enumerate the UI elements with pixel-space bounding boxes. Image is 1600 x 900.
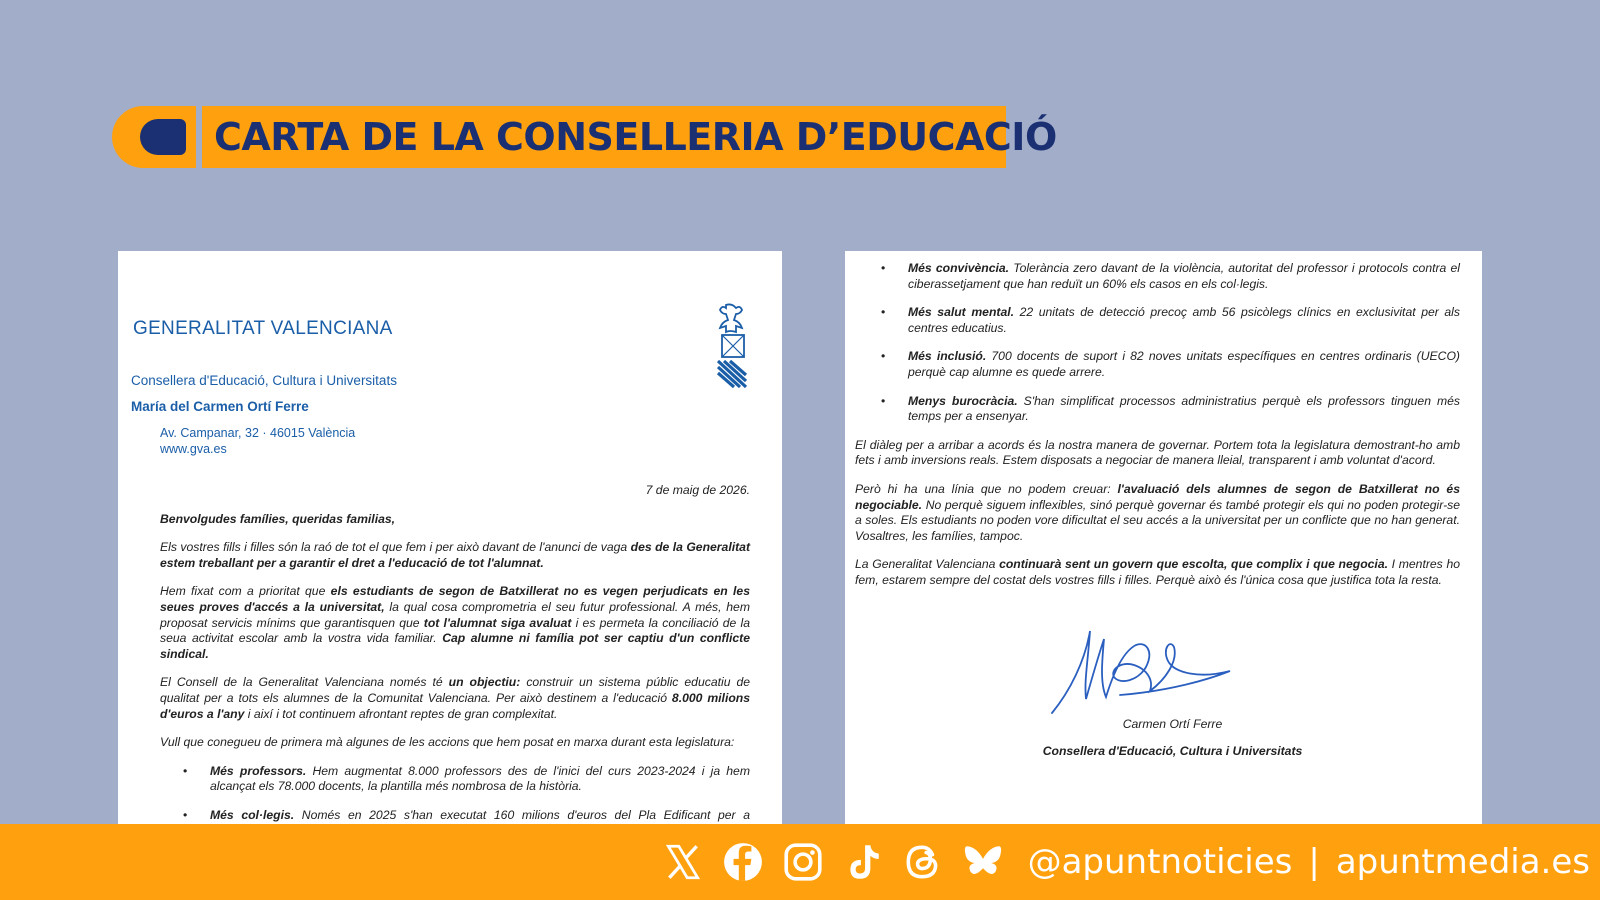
sender-name: María del Carmen Ortí Ferre xyxy=(131,399,309,414)
paragraph-6: Però hi ha una línia que no podem creuar: l'avaluació dels alumnes de segon de Batxillerat no és negociable. No perquè siguem inflexibles, sinó perquè governar és també protegir els qui no poden protegir-se a soles. Els estudiants no poden vore dificultat el seu accés a la universitat per un conflicte que no han generat. Vosaltres, les famílies, tampoc. xyxy=(855,481,1460,543)
instagram-icon[interactable] xyxy=(782,841,824,883)
facebook-icon[interactable] xyxy=(722,841,764,883)
website-line: www.gva.es xyxy=(160,442,227,456)
list-item: • Més convivència. Tolerància zero davant de la violència, autoritat del professor i protocols contra el ciberassetjament que han reduït un 60% els casos en els col·legis. xyxy=(908,261,1460,292)
paragraph-5: El diàleg per a arribar a acords és la nostra manera de governar. Portem tota la legislatura demostrant-ho amb fets i amb inversions reals. Estem disposats a negociar de manera lleial, transparent i amb voluntat d'acord. xyxy=(855,437,1460,468)
department-name: Consellera d'Educació, Cultura i Universitats xyxy=(131,373,397,388)
banner-mark xyxy=(140,119,186,155)
page-title: CARTA DE LA CONSELLERIA D’EDUCACIÓ xyxy=(214,115,1057,159)
letter-body-right xyxy=(855,261,1460,602)
address-line: Av. Campanar, 32 · 46015 València xyxy=(160,426,356,440)
signature-icon xyxy=(1050,621,1250,721)
paragraph-1: Els vostres fills i filles són la raó de tot el que fem i per això davant de l'anunci de vaga des de la Generalitat estem treballant per a garantir el dret a l'educació de tot l'alumnat. xyxy=(160,540,750,570)
tiktok-icon[interactable] xyxy=(842,841,884,883)
actions-list xyxy=(855,261,1460,425)
signer-role: Consellera d'Educació, Cultura i Universitats xyxy=(1042,744,1303,758)
letter-page-2 xyxy=(845,251,1482,824)
paragraph-4: Vull que conegueu de primera mà algunes de les accions que hem posat en marxa durant esta legislatura: xyxy=(160,735,735,750)
letter-body-left xyxy=(160,483,750,852)
list-item: • Més inclusió. 700 docents de suport i 82 noves unitats específiques en centres ordinaris (UECO) perquè cap alumne es quede arrere. xyxy=(908,349,1460,380)
greeting: Benvolgudes famílies, queridas familias, xyxy=(160,511,396,526)
paragraph-2: Hem fixat com a prioritat que els estudiants de segon de Batxillerat no es vegen perjudicats en les seues proves d'accés a la universitat, la qual cosa comprometria el seu futur professional. A més, hem proposat servicis mínims que garantisquen que tot l'alumnat siga avaluat i es permeta la conciliació de la seua activitat escolar amb la vostra vida familiar. Cap alumne ni família pot ser captiu d'un conflicte sindical. xyxy=(160,584,750,661)
banner-cap xyxy=(112,106,196,168)
letter-date: 7 de maig de 2026. xyxy=(645,483,750,497)
org-name: GENERALITAT VALENCIANA xyxy=(133,318,393,339)
footer-bar xyxy=(0,824,1600,900)
website-link[interactable]: apuntmedia.es xyxy=(1335,842,1590,882)
social-handle[interactable]: @apuntnoticies xyxy=(1027,842,1293,882)
footer-separator: | xyxy=(1308,842,1320,882)
signer-name: Carmen Ortí Ferre xyxy=(1122,717,1223,731)
list-item: • Més salut mental. 22 unitats de detecció precoç amb 56 psicòlegs clínics en exclusivitat per als centres educatius. xyxy=(908,305,1460,336)
bluesky-icon[interactable] xyxy=(962,841,1004,883)
list-item: • Més col·legis. Només en 2025 s'han executat 160 milions d'euros del Pla Edificant per a xyxy=(210,808,750,839)
paragraph-3: El Consell de la Generalitat Valenciana només té un objectiu: construir un sistema públic educatiu de qualitat per a tots els alumnes de la Comunitat Valenciana. Per això destinem a l'educació 8.000 milions d'euros a l'any i així i tot continuem afrontant reptes de gran complexitat. xyxy=(160,675,751,721)
threads-icon[interactable] xyxy=(902,841,944,883)
gva-crest-icon xyxy=(712,303,752,393)
list-item: • Més professors. Hem augmentat 8.000 professors des de l'inici del curs 2023-2024 i ja hem alcançat els 78.000 docents, la plantilla més nombrosa de la història. xyxy=(210,764,750,795)
social-icons xyxy=(662,841,1004,883)
paragraph-7: La Generalitat Valenciana continuarà sent un govern que escolta, que complix i que negocia. I mentres ho fem, estarem sempre del costat dels vostres fills i filles. Perquè això és l'única cosa que justifica tota la resta. xyxy=(855,557,1460,587)
list-item: • Menys burocràcia. S'han simplificat processos administratius perquè els professors tinguen més temps per a ensenyar. xyxy=(908,394,1460,425)
x-icon[interactable] xyxy=(662,841,704,883)
sender-address xyxy=(160,425,355,457)
title-banner xyxy=(202,106,1057,168)
letter-page-1 xyxy=(118,251,782,824)
